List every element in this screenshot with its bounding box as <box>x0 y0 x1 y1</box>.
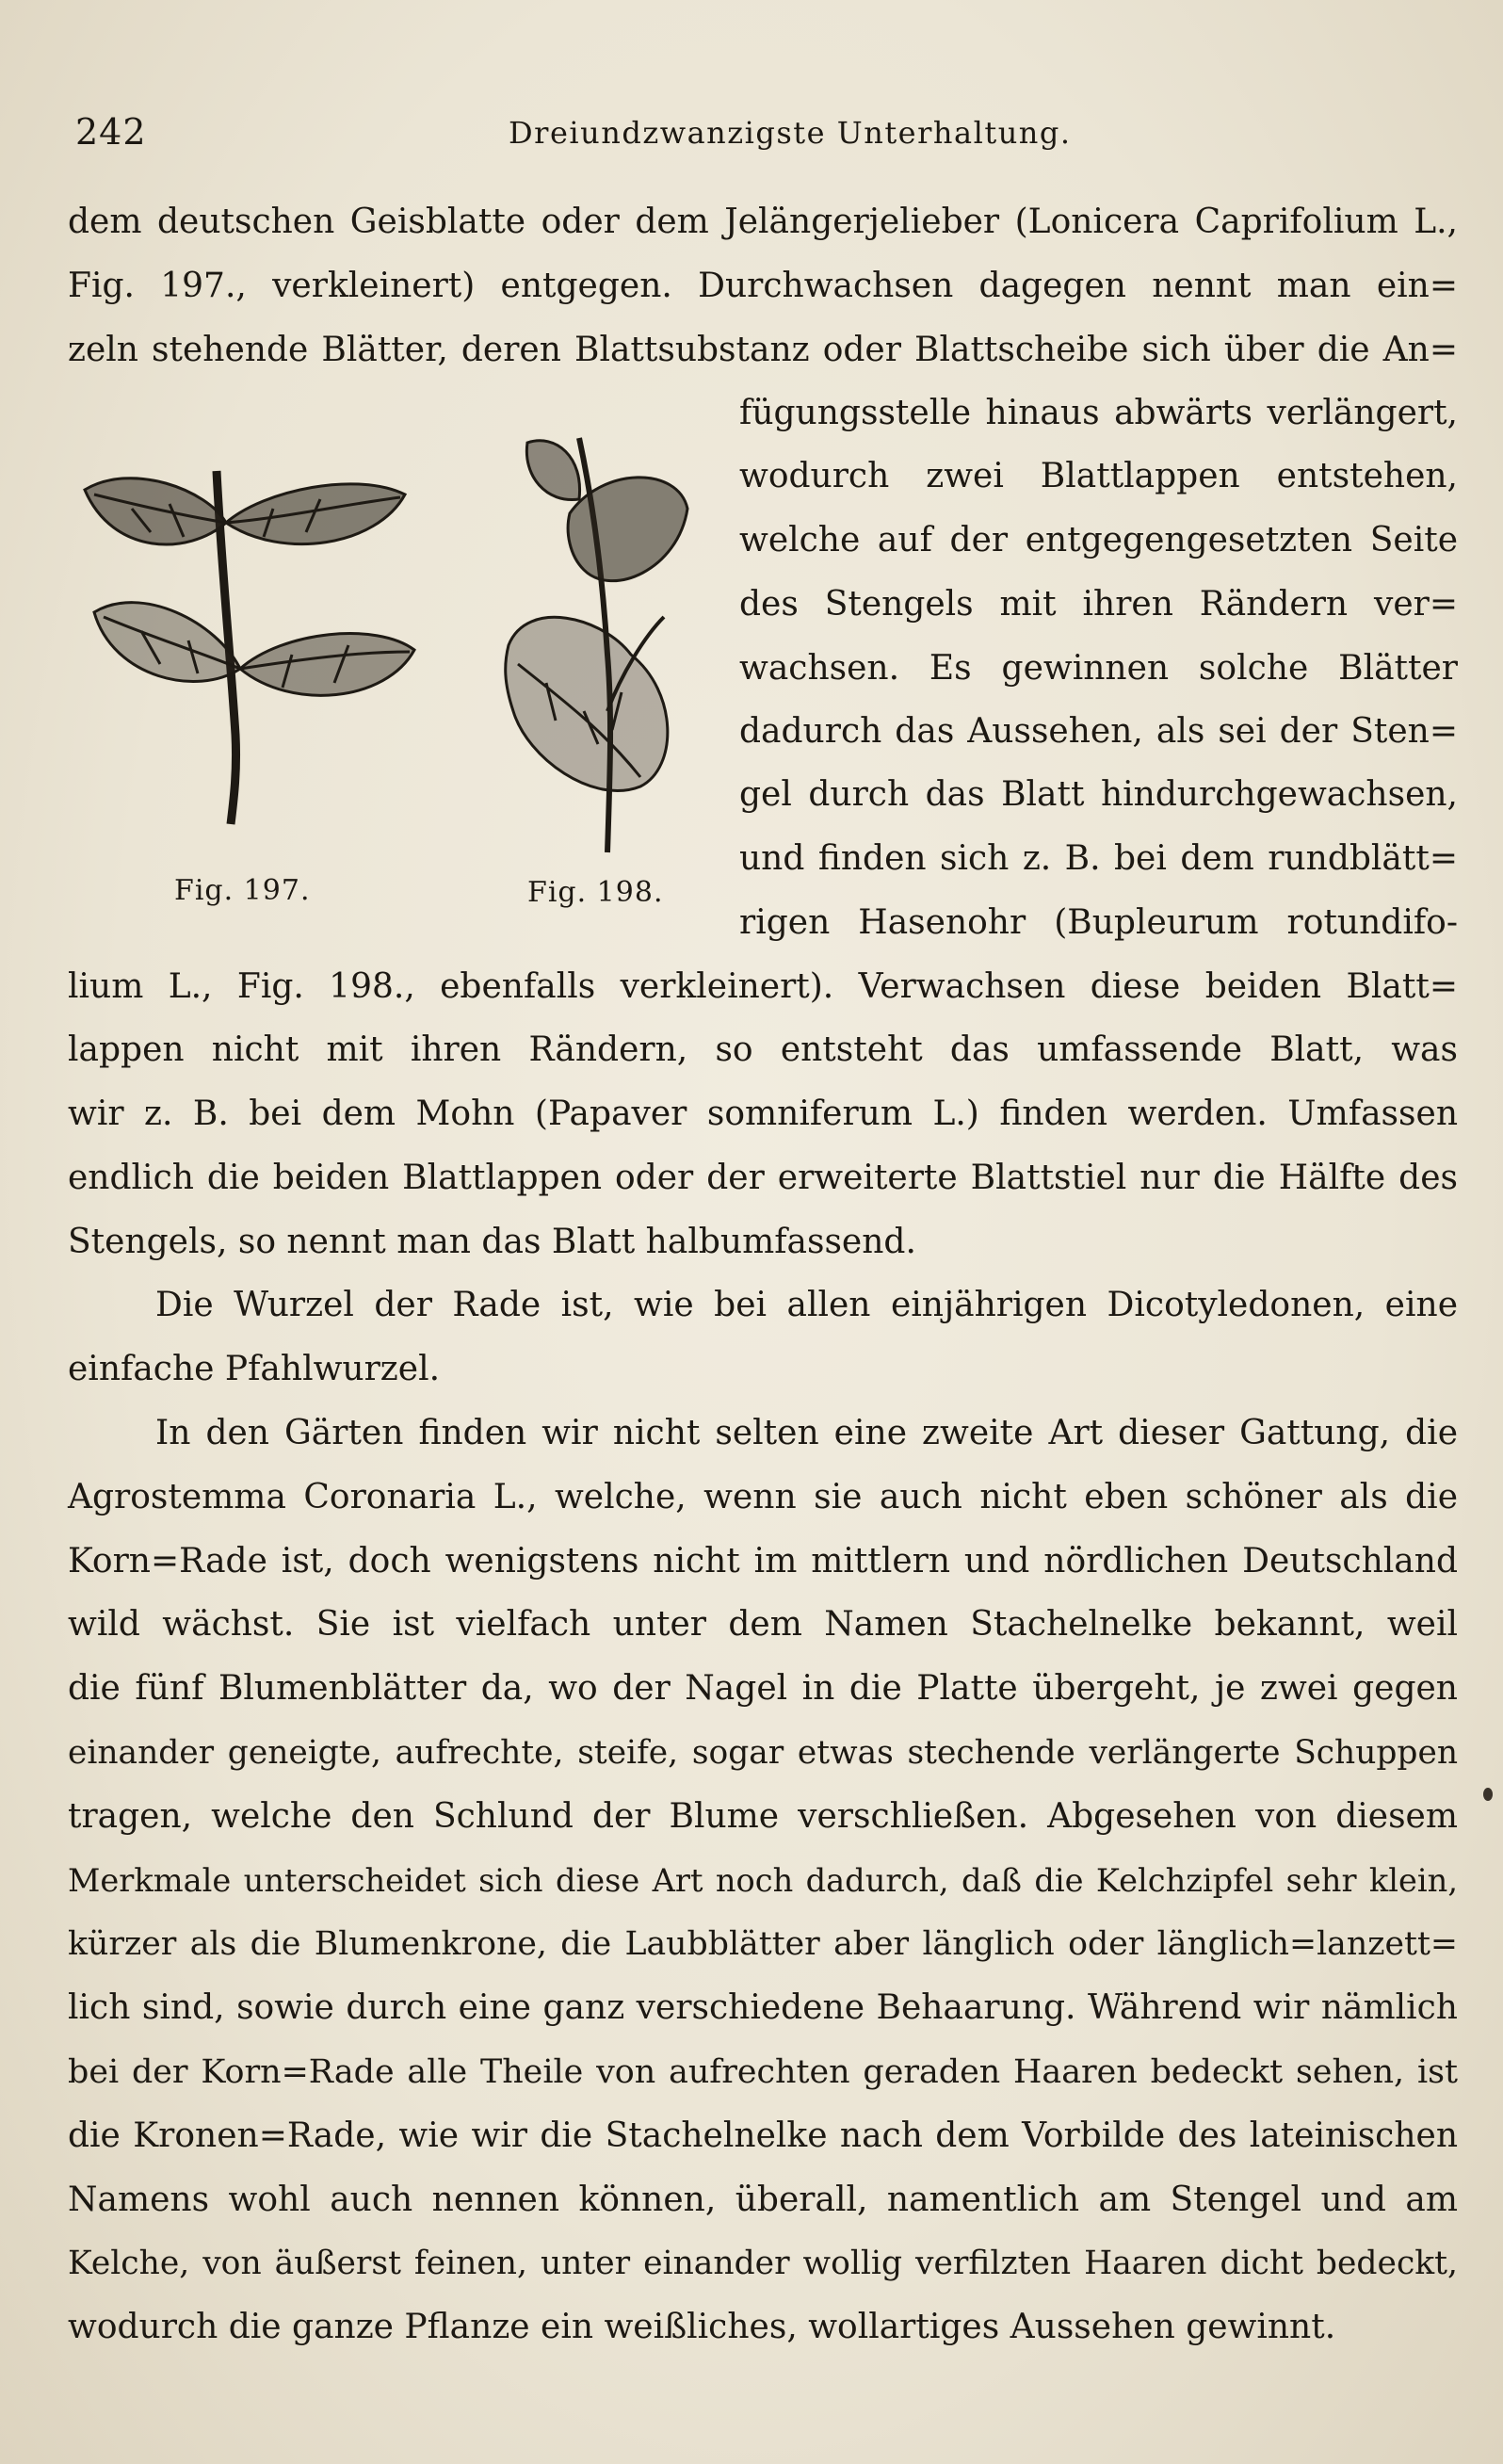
text-line-18: Die Wurzel der Rade ist, wie bei allen einjährigen Dicotyledonen, eine <box>155 1286 1458 1324</box>
text-line-27: Merkmale unterscheidet sich diese Art noch dadurch, daß die Kelchzipfel sehr klein, <box>68 1862 1458 1899</box>
text-line-15: wir z. B. bei dem Mohn (Papaver somniferum L.) finden werden. Umfassen <box>68 1094 1458 1133</box>
text-line-14: lappen nicht mit ihren Rändern, so entsteht das umfassende Blatt, was <box>68 1030 1458 1069</box>
text-line-17: Stengels, so nennt man das Blatt halbumfassend. <box>68 1223 916 1261</box>
text-line-11: und finden sich z. B. bei dem rundblätt= <box>739 839 1458 878</box>
text-line-32: Namens wohl auch nennen können, überall, namentlich am Stengel und am <box>68 2180 1458 2219</box>
text-line-12: rigen Hasenohr (Bupleurum rotundifo- <box>739 903 1458 942</box>
text-line-9: dadurch das Aussehen, als sei der Sten= <box>739 712 1458 751</box>
text-line-28: kürzer als die Blumenkrone, die Laubblätter aber länglich oder länglich=lanzett= <box>68 1925 1458 1963</box>
text-line-33: Kelche, von äußerst feinen, unter einander wollig verfilzten Haaren dicht bedeckt, <box>68 2245 1458 2282</box>
figure-197-caption: Fig. 197. <box>174 874 311 907</box>
text-line-13: lium L., Fig. 198., ebenfalls verkleinert). Verwachsen diese beiden Blatt= <box>68 967 1458 1006</box>
text-line-26: tragen, welche den Schlund der Blume verschließen. Abgesehen von diesem <box>68 1797 1458 1836</box>
text-line-22: Korn=Rade ist, doch wenigstens nicht im mittlern und nördlichen Deutschland <box>68 1542 1458 1581</box>
text-line-16: endlich die beiden Blattlappen oder der erweiterte Blattstiel nur die Hälfte des <box>68 1159 1458 1197</box>
figure-197-illustration <box>75 452 424 829</box>
figure-198-illustration <box>490 429 697 862</box>
text-line-30: bei der Korn=Rade alle Theile von aufrechten geraden Haaren bedeckt sehen, ist <box>68 2053 1458 2091</box>
text-line-25: einander geneigte, aufrechte, steife, sogar etwas stechende verlängerte Schuppen <box>68 1734 1458 1772</box>
text-line-3: zeln stehende Blätter, deren Blattsubstanz oder Blattscheibe sich über die An= <box>68 331 1458 369</box>
text-line-21: Agrostemma Coronaria L., welche, wenn sie auch nicht eben schöner als die <box>68 1478 1458 1516</box>
running-title: Dreiundzwanzigste Unterhaltung. <box>509 115 1072 151</box>
page-number: 242 <box>75 111 147 153</box>
text-line-8: wachsen. Es gewinnen solche Blätter <box>739 649 1458 688</box>
text-line-24: die fünf Blumenblätter da, wo der Nagel in die Platte übergeht, je zwei gegen <box>68 1669 1458 1708</box>
text-line-10: gel durch das Blatt hindurchgewachsen, <box>739 775 1458 814</box>
text-line-19: einfache Pfahlwurzel. <box>68 1350 441 1388</box>
text-line-29: lich sind, sowie durch eine ganz verschiedene Behaarung. Während wir nämlich <box>68 1988 1458 2027</box>
text-line-4: fügungsstelle hinaus abwärts verlängert, <box>739 394 1458 432</box>
text-line-31: die Kronen=Rade, wie wir die Stachelnelke nach dem Vorbilde des lateinischen <box>68 2116 1458 2155</box>
text-line-1: dem deutschen Geisblatte oder dem Jelängerjelieber (Lonicera Caprifolium L., <box>68 203 1458 241</box>
text-line-23: wild wächst. Sie ist vielfach unter dem Namen Stachelnelke bekannt, weil <box>68 1605 1458 1644</box>
ink-speck <box>1483 1788 1493 1801</box>
text-line-2: Fig. 197., verkleinert) entgegen. Durchwachsen dagegen nennt man ein= <box>68 267 1458 305</box>
text-line-7: des Stengels mit ihren Rändern ver= <box>739 585 1458 624</box>
text-line-20: In den Gärten finden wir nicht selten eine zweite Art dieser Gattung, die <box>155 1414 1458 1452</box>
text-line-5: wodurch zwei Blattlappen entstehen, <box>739 457 1458 495</box>
text-line-34: wodurch die ganze Pflanze ein weißliches, wollartiges Aussehen gewinnt. <box>68 2308 1336 2346</box>
figure-198-caption: Fig. 198. <box>527 876 664 909</box>
text-line-6: welche auf der entgegengesetzten Seite <box>739 521 1458 559</box>
